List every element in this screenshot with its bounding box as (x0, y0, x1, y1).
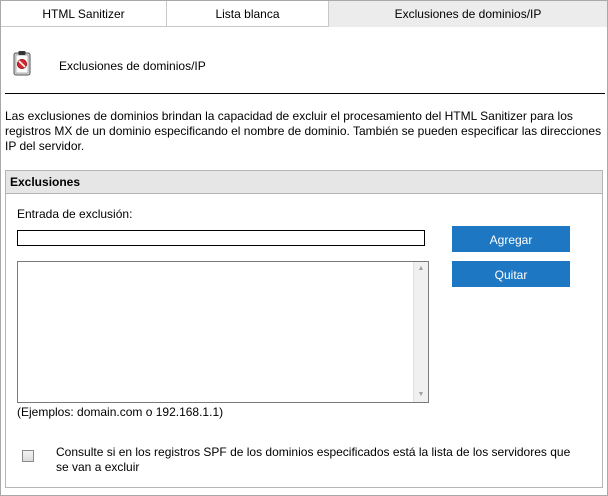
header-divider (5, 93, 605, 94)
examples-hint: (Ejemplos: domain.com o 192.168.1.1) (17, 405, 224, 419)
entry-label: Entrada de exclusión: (17, 207, 133, 221)
exclusion-entry-input[interactable] (17, 230, 425, 246)
add-button[interactable]: Agregar (452, 226, 570, 252)
tab-exclusiones[interactable]: Exclusiones de dominios/IP (329, 1, 607, 27)
section-title: Exclusiones (6, 171, 602, 194)
spf-checkbox[interactable] (22, 450, 34, 462)
scroll-down-icon[interactable]: ▼ (417, 391, 425, 398)
page-header (1, 28, 607, 94)
spf-checkbox-label[interactable]: Consulte si en los registros SPF de los dominios especificados está la lista de los servidores que se van a excluir (56, 445, 571, 474)
exclusions-list[interactable] (17, 261, 429, 403)
tab-html-sanitizer[interactable]: HTML Sanitizer (1, 1, 167, 27)
tab-lista-blanca[interactable]: Lista blanca (167, 1, 329, 27)
scroll-up-icon[interactable]: ▲ (417, 265, 425, 272)
description-text: Las exclusiones de dominios brindan la capacidad de excluir el procesamiento del HTML Sanitizer para los registros MX de un dominio especificando el nombre de dominio. También se pueden especificar las direcciones IP del servidor. (5, 109, 602, 153)
no-entry-clipboard-icon (12, 50, 34, 78)
exclusions-section (5, 170, 603, 488)
remove-button[interactable]: Quitar (452, 261, 570, 287)
list-scrollbar[interactable] (413, 262, 428, 402)
tab-bar (1, 1, 607, 28)
page-title: Exclusiones de dominios/IP (59, 59, 206, 73)
